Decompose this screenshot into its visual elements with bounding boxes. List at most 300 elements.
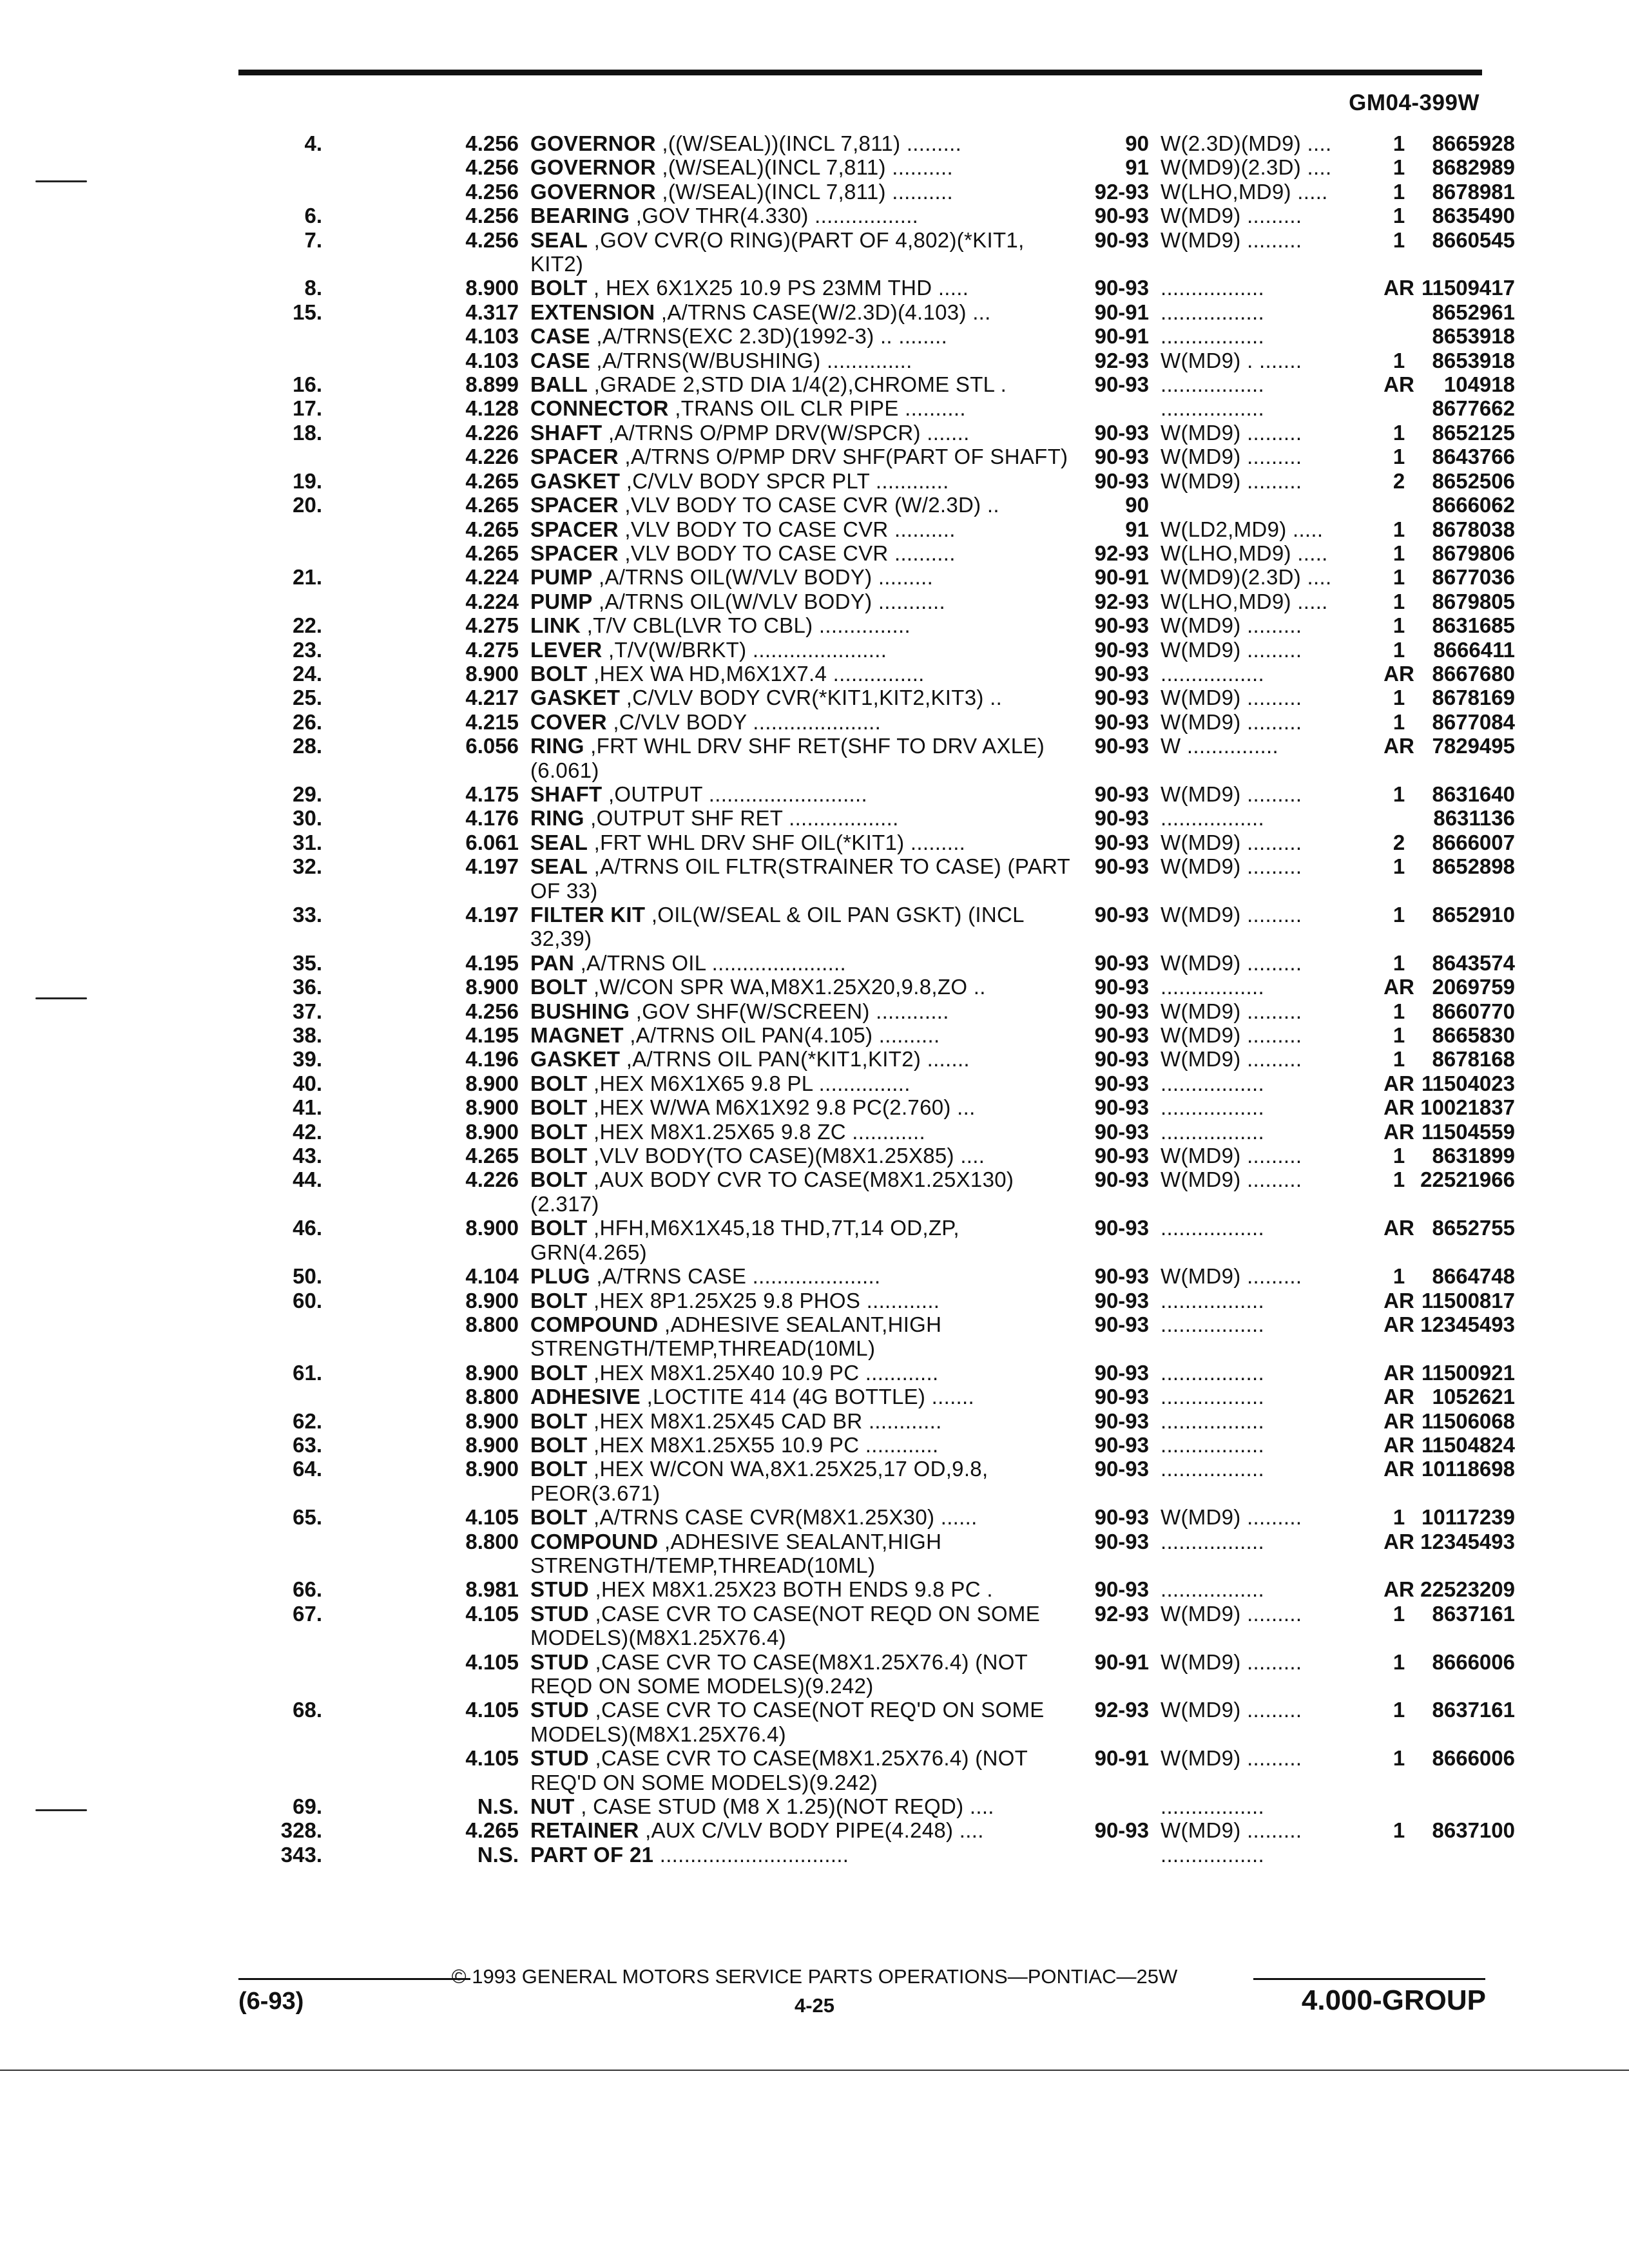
part-number: 8652898 [1432, 854, 1515, 879]
table-row [238, 372, 1515, 396]
part-name: BALL [530, 372, 588, 397]
usage-notes: ................. [1161, 806, 1264, 831]
part-name: SHAFT [530, 782, 602, 806]
usage-notes: W(LHO,MD9) ..... [1161, 541, 1328, 565]
part-name: NUT [530, 1794, 575, 1819]
usage-notes: W(LHO,MD9) ..... [1161, 589, 1328, 613]
model-years: 90-93 [1094, 613, 1149, 638]
part-description [530, 686, 1072, 709]
part-name: BOLT [530, 1216, 588, 1240]
part-description [530, 180, 1072, 204]
table-row [238, 276, 1515, 300]
quantity: 1 [1393, 709, 1405, 734]
group-number: 8.800 [465, 1385, 519, 1409]
quantity: AR [1383, 1529, 1414, 1553]
usage-notes: ................. [1161, 975, 1264, 999]
quantity: 1 [1393, 420, 1405, 445]
part-name: BOLT [530, 1144, 588, 1168]
part-detail: ,HEX M8X1.25X40 10.9 PC ............ [587, 1360, 939, 1385]
model-years: 90-93 [1094, 1312, 1149, 1336]
part-number: 8652910 [1432, 903, 1515, 927]
quantity: 1 [1393, 565, 1405, 590]
quantity: 1 [1393, 999, 1405, 1023]
quantity: AR [1383, 276, 1414, 300]
usage-notes: ................. [1161, 1119, 1264, 1144]
group-number: 8.800 [465, 1312, 519, 1336]
table-row [238, 421, 1515, 445]
model-years: 90-93 [1094, 1168, 1149, 1192]
model-years: 90 [1125, 131, 1149, 155]
part-description [530, 782, 1072, 806]
item-number [238, 155, 322, 179]
group-number: 4.103 [465, 348, 519, 372]
quantity: 1 [1393, 517, 1405, 541]
part-description [530, 493, 1072, 517]
part-name: STUD [530, 1698, 590, 1722]
part-number: 8637161 [1432, 1698, 1515, 1722]
usage-notes: W(MD9) ......... [1161, 1649, 1302, 1674]
group-number: 4.105 [465, 1746, 519, 1771]
item-number: 65. [293, 1505, 322, 1530]
part-number: 104918 [1443, 372, 1515, 397]
model-years: 90-93 [1094, 734, 1149, 758]
model-years: 90-93 [1094, 1505, 1149, 1530]
item-number: 44. [293, 1168, 322, 1192]
quantity: 1 [1393, 854, 1405, 879]
part-description [530, 349, 1072, 372]
part-number: 11500921 [1421, 1360, 1515, 1385]
part-description [530, 1047, 1072, 1071]
model-years: 90-91 [1094, 300, 1149, 324]
binder-hole-mark [35, 997, 87, 999]
quantity: AR [1383, 1457, 1414, 1481]
quantity: 1 [1393, 1047, 1405, 1072]
item-number [238, 349, 322, 372]
part-name: LINK [530, 613, 581, 638]
item-number [238, 1385, 322, 1408]
part-name: GASKET [530, 1047, 621, 1072]
usage-notes: ................. [1161, 324, 1264, 349]
header-rule [238, 70, 1482, 75]
usage-notes: ................. [1161, 1288, 1264, 1312]
group-number: 4.317 [465, 300, 519, 324]
part-name: PUMP [530, 565, 593, 590]
item-number [238, 1530, 322, 1578]
model-years: 92-93 [1094, 589, 1149, 613]
part-number: 11504559 [1421, 1119, 1515, 1144]
group-number: 4.105 [465, 1601, 519, 1626]
part-detail: ,FRT WHL DRV SHF OIL(*KIT1) ......... [588, 830, 966, 854]
part-description [530, 831, 1072, 854]
usage-notes: W(MD9) ......... [1161, 227, 1302, 252]
item-number: 29. [293, 782, 322, 806]
part-name: GASKET [530, 686, 621, 710]
table-row [238, 1312, 1515, 1361]
usage-notes: ................. [1161, 1842, 1264, 1867]
part-detail: ,T/V(W/BRKT) ...................... [602, 637, 887, 662]
part-number: 10117239 [1421, 1505, 1515, 1530]
table-row [238, 1095, 1515, 1119]
part-name: BUSHING [530, 999, 630, 1023]
table-row [238, 613, 1515, 637]
group-number: 4.224 [465, 565, 519, 590]
part-name: RING [530, 734, 584, 758]
part-number: 8631640 [1432, 782, 1515, 806]
part-description [530, 1216, 1072, 1264]
part-detail: ,C/VLV BODY SPCR PLT ............ [620, 468, 949, 493]
part-description [530, 1361, 1072, 1385]
usage-notes: ................. [1161, 1408, 1264, 1433]
model-years: 92-93 [1094, 179, 1149, 204]
part-number: 8653918 [1432, 324, 1515, 349]
group-number: 4.265 [465, 493, 519, 517]
part-number: 8652125 [1432, 420, 1515, 445]
model-years: 90-93 [1094, 782, 1149, 806]
item-number: 42. [293, 1119, 322, 1144]
item-number: 32. [293, 854, 322, 879]
item-number: 24. [293, 661, 322, 686]
part-number: 22523209 [1420, 1577, 1515, 1602]
quantity [1380, 1794, 1418, 1818]
part-number: 8660770 [1432, 999, 1515, 1023]
item-number: 37. [293, 999, 322, 1023]
usage-notes: W ............... [1161, 734, 1278, 758]
model-years: 90-93 [1094, 1047, 1149, 1072]
part-name: STUD [530, 1577, 590, 1602]
model-years: 90-93 [1094, 1457, 1149, 1481]
table-row [238, 1409, 1515, 1433]
table-row [238, 1505, 1515, 1529]
part-detail: ,A/TRNS OIL FLTR(STRAINER TO CASE) (PART OF 33) [530, 854, 1070, 903]
part-number: 8664748 [1432, 1264, 1515, 1289]
table-row [238, 1072, 1515, 1095]
group-number: 8.900 [465, 1216, 519, 1240]
usage-notes: W(MD9)(2.3D) .... [1161, 155, 1332, 180]
part-detail: ,GRADE 2,STD DIA 1/4(2),CHROME STL . [588, 372, 1007, 397]
model-years: 91 [1125, 155, 1149, 180]
usage-notes: W(MD9) ......... [1161, 1264, 1302, 1289]
model-years: 92-93 [1094, 1601, 1149, 1626]
bottom-rule [0, 2070, 1629, 2071]
group-number: 4.275 [465, 637, 519, 662]
model-years: 90-93 [1094, 204, 1149, 228]
parts-table [238, 131, 1515, 1867]
item-number: 68. [293, 1698, 322, 1722]
part-name: BOLT [530, 1408, 588, 1433]
table-row [238, 1361, 1515, 1385]
table-row [238, 565, 1515, 589]
item-number: 343. [280, 1842, 322, 1867]
model-years: 90-93 [1094, 1385, 1149, 1409]
group-number: 8.900 [465, 1119, 519, 1144]
item-number [238, 590, 322, 613]
part-number: 11506068 [1421, 1408, 1515, 1433]
group-number: 4.196 [465, 1047, 519, 1072]
table-row [238, 686, 1515, 709]
part-number: 8666411 [1433, 637, 1515, 662]
group-number: 4.265 [465, 468, 519, 493]
item-number: 8. [304, 276, 322, 300]
part-name: COVER [530, 709, 607, 734]
binder-hole-mark [35, 180, 87, 182]
quantity: 1 [1393, 445, 1405, 469]
group-number: 8.900 [465, 661, 519, 686]
quantity: AR [1383, 1385, 1414, 1409]
part-number: 8678169 [1432, 686, 1515, 710]
part-name: BOLT [530, 276, 588, 300]
model-years: 90-93 [1094, 903, 1149, 927]
table-row [238, 1843, 1515, 1867]
model-years [1072, 396, 1161, 420]
table-row [238, 1144, 1515, 1168]
table-row [238, 854, 1515, 903]
part-number: 8678168 [1432, 1047, 1515, 1072]
quantity: AR [1383, 1432, 1414, 1457]
part-description [530, 662, 1072, 686]
part-name: COMPOUND [530, 1529, 659, 1553]
part-name: BOLT [530, 661, 588, 686]
part-description [530, 1818, 1072, 1842]
quantity [1380, 493, 1418, 517]
part-number: 8666007 [1432, 830, 1515, 854]
quantity: 1 [1393, 950, 1405, 975]
usage-notes: W(LHO,MD9) ..... [1161, 179, 1328, 204]
part-description [530, 1264, 1072, 1288]
part-number: 8678038 [1432, 517, 1515, 541]
item-number: 20. [293, 493, 322, 517]
table-row [238, 1818, 1515, 1842]
table-row [238, 396, 1515, 420]
usage-notes: W(MD9) ......... [1161, 999, 1302, 1023]
part-number: 8631685 [1432, 613, 1515, 638]
item-number [238, 1312, 322, 1361]
table-row [238, 831, 1515, 854]
part-number: 8635490 [1432, 204, 1515, 228]
group-number: 8.900 [465, 1432, 519, 1457]
part-name: ADHESIVE [530, 1385, 641, 1409]
model-years: 90-93 [1094, 999, 1149, 1023]
part-name: RING [530, 806, 584, 831]
part-number: 8643574 [1432, 950, 1515, 975]
part-number: 12345493 [1420, 1529, 1515, 1553]
model-years: 90-91 [1094, 1746, 1149, 1771]
part-name: GOVERNOR [530, 131, 656, 155]
group-number: 8.900 [465, 1288, 519, 1312]
part-description [530, 155, 1072, 179]
model-years: 90-93 [1094, 1119, 1149, 1144]
table-row [238, 1577, 1515, 1601]
item-number: 66. [293, 1577, 322, 1602]
part-number: 10118698 [1421, 1457, 1515, 1481]
quantity: 1 [1393, 1818, 1405, 1843]
item-number [238, 1650, 322, 1698]
quantity: 1 [1393, 348, 1405, 372]
part-description [530, 541, 1072, 565]
part-name: STUD [530, 1746, 590, 1771]
part-detail: ,VLV BODY TO CASE CVR (W/2.3D) .. [618, 493, 999, 517]
table-row [238, 999, 1515, 1023]
model-years: 90-93 [1094, 372, 1149, 397]
table-row [238, 1794, 1515, 1818]
item-number [238, 180, 322, 204]
part-description [530, 204, 1072, 227]
part-detail: ,C/VLV BODY CVR(*KIT1,KIT2,KIT3) .. [620, 686, 1003, 710]
part-detail: ,CASE CVR TO CASE(M8X1.25X76.4) (NOT REQ'D ON SOME MODELS)(9.242) [530, 1746, 1028, 1794]
table-row [238, 951, 1515, 975]
model-years: 91 [1125, 517, 1149, 541]
item-number: 25. [293, 686, 322, 710]
group-number: 4.176 [465, 806, 519, 831]
table-row [238, 1168, 1515, 1216]
part-description [530, 131, 1072, 155]
table-row [238, 541, 1515, 565]
part-number: 2069759 [1432, 975, 1515, 999]
group-number: 4.256 [465, 131, 519, 155]
quantity: 2 [1393, 468, 1405, 493]
quantity: 1 [1393, 1649, 1405, 1674]
part-number: 11500817 [1421, 1288, 1515, 1312]
model-years: 90-91 [1094, 324, 1149, 349]
quantity: AR [1383, 1408, 1414, 1433]
group-number: 4.195 [465, 950, 519, 975]
table-row [238, 228, 1515, 276]
group-number: 4.256 [465, 204, 519, 228]
quantity [1380, 324, 1418, 348]
item-number: 7. [304, 227, 322, 252]
group-number: 4.104 [465, 1264, 519, 1289]
usage-notes: ................. [1161, 1577, 1264, 1602]
group-number: 8.900 [465, 1457, 519, 1481]
item-number: 43. [293, 1144, 322, 1168]
quantity: AR [1383, 1119, 1414, 1144]
item-number [238, 1746, 322, 1794]
usage-notes: ................. [1161, 276, 1264, 300]
usage-notes: ................. [1161, 1071, 1264, 1095]
table-row [238, 1457, 1515, 1505]
part-number: 8637100 [1432, 1818, 1515, 1843]
group-number: 6.061 [465, 830, 519, 854]
part-name: BOLT [530, 1095, 588, 1120]
part-detail: ,TRANS OIL CLR PIPE .......... [668, 396, 966, 421]
quantity: 1 [1393, 1698, 1405, 1722]
item-number: 16. [293, 372, 322, 397]
part-description [530, 951, 1072, 975]
part-detail: ,OUTPUT SHF RET .................. [584, 806, 899, 831]
usage-notes: W(MD9) ......... [1161, 1144, 1302, 1168]
part-name: MAGNET [530, 1023, 624, 1048]
quantity: 1 [1393, 1168, 1405, 1192]
table-row [238, 1698, 1515, 1746]
usage-notes: ................. [1161, 1529, 1264, 1553]
part-description [530, 734, 1072, 782]
part-detail: ,OUTPUT .......................... [602, 782, 867, 806]
table-row [238, 517, 1515, 541]
group-number: 4.226 [465, 420, 519, 445]
part-detail: ,AUX BODY CVR TO CASE(M8X1.25X130)(2.317) [530, 1168, 1014, 1216]
item-number [238, 541, 322, 565]
usage-notes: W(LD2,MD9) ..... [1161, 517, 1324, 541]
table-row [238, 469, 1515, 493]
part-detail: ,A/TRNS CASE(W/2.3D)(4.103) ... [655, 300, 991, 324]
group-number: 8.900 [465, 975, 519, 999]
part-number: 8666006 [1432, 1746, 1515, 1771]
part-number: 8653918 [1432, 348, 1515, 372]
quantity: 1 [1393, 155, 1405, 180]
usage-notes: W(MD9) ......... [1161, 613, 1302, 638]
part-number: 8631136 [1433, 806, 1515, 831]
model-years: 90-93 [1094, 1818, 1149, 1843]
usage-notes: W(MD9) ......... [1161, 1023, 1302, 1048]
table-row [238, 1602, 1515, 1650]
part-description [530, 421, 1072, 445]
usage-notes: ................. [1161, 372, 1264, 397]
part-detail: ,CASE CVR TO CASE(M8X1.25X76.4) (NOT REQD ON SOME MODELS)(9.242) [530, 1649, 1028, 1698]
binder-hole-mark [35, 1809, 87, 1811]
part-description [530, 300, 1072, 324]
part-name: SEAL [530, 227, 588, 252]
model-years: 90-93 [1094, 661, 1149, 686]
item-number: 31. [293, 830, 322, 854]
part-detail: ,A/TRNS O/PMP DRV(W/SPCR) ....... [602, 420, 970, 445]
part-description [530, 1144, 1072, 1168]
group-number: 6.056 [465, 734, 519, 758]
part-detail: ,HEX 8P1.25X25 9.8 PHOS ............ [587, 1288, 940, 1312]
part-number: 8682989 [1432, 155, 1515, 180]
model-years: 90-93 [1094, 1408, 1149, 1433]
part-detail: ,AUX C/VLV BODY PIPE(4.248) .... [639, 1818, 984, 1843]
table-row [238, 1746, 1515, 1794]
part-number: 8666006 [1432, 1649, 1515, 1674]
part-number: 8643766 [1432, 445, 1515, 469]
group-number: 8.899 [465, 372, 519, 397]
table-row [238, 445, 1515, 468]
part-description [530, 324, 1072, 348]
table-row [238, 975, 1515, 999]
part-detail: ,OIL(W/SEAL & OIL PAN GSKT) (INCL 32,39) [530, 903, 1024, 951]
part-detail: ,VLV BODY(TO CASE)(M8X1.25X85) .... [587, 1144, 985, 1168]
part-number: 8652506 [1432, 468, 1515, 493]
quantity: AR [1383, 1312, 1414, 1336]
table-row [238, 590, 1515, 613]
part-description [530, 1794, 1072, 1818]
item-number: 18. [293, 420, 322, 445]
part-number: 8679805 [1432, 589, 1515, 613]
part-number: 8666062 [1432, 493, 1515, 517]
model-years: 90-93 [1094, 830, 1149, 854]
table-row [238, 638, 1515, 662]
part-description [530, 854, 1072, 903]
item-number: 60. [293, 1288, 322, 1312]
part-number: 8665830 [1432, 1023, 1515, 1048]
part-detail: ,(W/SEAL)(INCL 7,811) .......... [655, 179, 953, 204]
part-number: 11504824 [1421, 1432, 1515, 1457]
part-number: 8637161 [1432, 1601, 1515, 1626]
part-description [530, 1072, 1072, 1095]
usage-notes: W(MD9)(2.3D) .... [1161, 565, 1332, 590]
part-detail: ,A/TRNS OIL(W/VLV BODY) ........... [592, 589, 945, 613]
part-name: CONNECTOR [530, 396, 669, 421]
part-number: 8652961 [1432, 300, 1515, 324]
table-row [238, 1120, 1515, 1144]
part-name: BOLT [530, 1071, 588, 1095]
part-detail: ,A/TRNS CASE CVR(M8X1.25X30) ...... [587, 1505, 978, 1530]
part-description [530, 1650, 1072, 1698]
group-number: 4.105 [465, 1649, 519, 1674]
group-number: 4.103 [465, 324, 519, 349]
group-number: 4.226 [465, 445, 519, 469]
usage-notes: ................. [1161, 1095, 1264, 1120]
part-description [530, 999, 1072, 1023]
